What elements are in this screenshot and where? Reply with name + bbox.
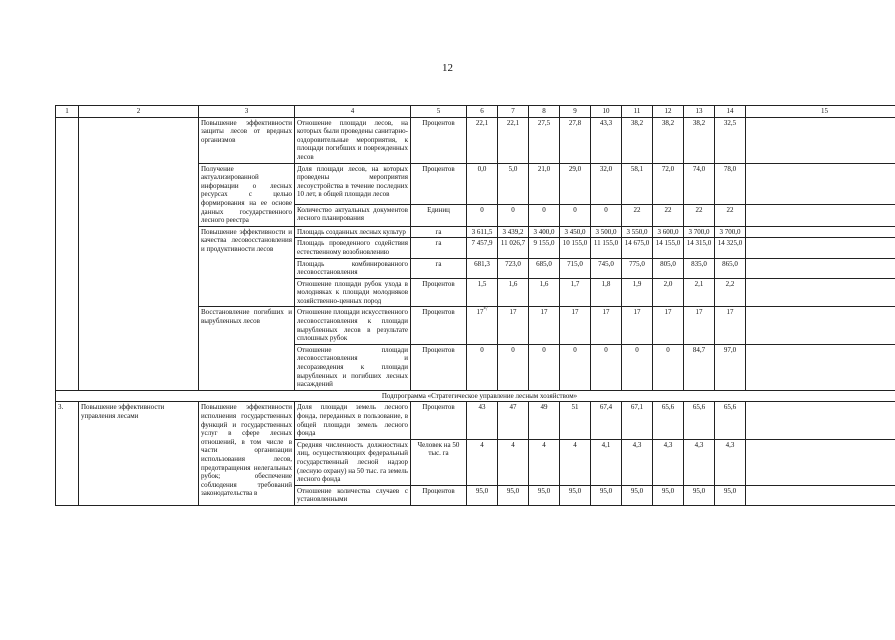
- value-cell: [622, 238, 653, 258]
- unit-cell: Процентов: [411, 485, 467, 505]
- value-text: 10 155,0: [562, 239, 588, 248]
- task-cell: Повышение эффективности управления лесами: [79, 402, 199, 506]
- value-cell: [498, 307, 529, 344]
- footnote-mark: */: [483, 308, 488, 314]
- value-cell: [653, 117, 684, 163]
- value-cell: [684, 307, 715, 344]
- value-cell: [529, 204, 560, 226]
- value-text: 0: [480, 345, 484, 354]
- column-number: 9: [560, 106, 591, 118]
- value-text: 22,1: [506, 118, 520, 127]
- value-text: 32,5: [723, 118, 737, 127]
- unit-cell: га: [411, 258, 467, 278]
- value-cell: [684, 238, 715, 258]
- value-text: 2,2: [725, 279, 735, 288]
- value-cell: [467, 163, 498, 204]
- value-text: 38,2: [692, 118, 706, 127]
- indicator-cell: Доля площади лесов, на которых проведены мероприятия лесоустройства в течение последних 10 лет, в общей площади лесов: [295, 163, 411, 204]
- value-text: 3 450,0: [564, 227, 586, 236]
- value-cell: 67,1: [622, 402, 653, 439]
- value-cell: 43: [467, 402, 498, 439]
- value-text: 723,0: [505, 259, 521, 268]
- column-number: 11: [622, 106, 653, 118]
- value-text: 3 611,5: [471, 227, 493, 236]
- col15-cell: [746, 439, 895, 485]
- value-text: 0: [542, 205, 546, 214]
- value-text: 0: [604, 345, 608, 354]
- value-cell: [653, 278, 684, 307]
- value-cell: [684, 258, 715, 278]
- value-cell: 65,6: [715, 402, 746, 439]
- value-text: 17: [664, 308, 672, 317]
- value-text: 0: [542, 345, 546, 354]
- table-row: [56, 117, 895, 163]
- value-text: 3 400,0: [533, 227, 555, 236]
- value-cell: [529, 278, 560, 307]
- value-cell: [560, 238, 591, 258]
- value-text: 32,0: [599, 164, 613, 173]
- value-cell: [591, 117, 622, 163]
- value-text: 97,0: [723, 345, 737, 354]
- value-cell: [622, 307, 653, 344]
- goal-cell: Повышение эффективности исполнения государственных функций и государственных услуг в сфере лесных отношений, в том числе в части организации использования лесов, предотвращения нелегальных рубок; обеспечение соблюдения требований законодательства в: [199, 402, 295, 506]
- value-cell: 47: [498, 402, 529, 439]
- value-cell: [622, 344, 653, 390]
- col15-cell: [746, 117, 895, 163]
- indicator-cell: Отношение площади искусственного лесовосстановления к площади вырубленных лесов в результате сплошных рубок: [295, 307, 411, 344]
- value-text: 1,6: [508, 279, 518, 288]
- value-cell: [715, 344, 746, 390]
- value-cell: [467, 238, 498, 258]
- col15-cell: [746, 344, 895, 390]
- unit-cell: га: [411, 238, 467, 258]
- value-cell: [467, 307, 498, 344]
- value-cell: [529, 117, 560, 163]
- value-text: 14 325,0: [717, 239, 743, 248]
- value-text: 43,3: [599, 118, 613, 127]
- value-cell: [560, 278, 591, 307]
- value-text: 17: [509, 308, 517, 317]
- value-cell: [560, 344, 591, 390]
- value-text: 1,6: [539, 279, 549, 288]
- value-text: 17: [476, 308, 484, 317]
- value-text: 72,0: [661, 164, 675, 173]
- value-cell: [498, 238, 529, 258]
- value-cell: 49: [529, 402, 560, 439]
- value-text: 38,2: [661, 118, 675, 127]
- value-cell: [529, 163, 560, 204]
- value-cell: [653, 307, 684, 344]
- col1-cell: [56, 117, 79, 390]
- col15-cell: [746, 163, 895, 204]
- value-cell: [560, 307, 591, 344]
- value-cell: 95,0: [591, 485, 622, 505]
- value-cell: [684, 226, 715, 238]
- goal-cell: Повышение эффективности защиты лесов от вредных организмов: [199, 117, 295, 163]
- value-cell: [467, 117, 498, 163]
- value-cell: [684, 204, 715, 226]
- col15-cell: [746, 204, 895, 226]
- value-cell: [498, 226, 529, 238]
- value-cell: 65,6: [684, 402, 715, 439]
- value-cell: [591, 344, 622, 390]
- value-text: 17: [571, 308, 579, 317]
- value-cell: [467, 204, 498, 226]
- value-text: 17: [726, 308, 734, 317]
- column-number: 1: [56, 106, 79, 118]
- value-text: 27,8: [568, 118, 582, 127]
- value-cell: [715, 163, 746, 204]
- value-cell: [591, 226, 622, 238]
- unit-cell: Процентов: [411, 117, 467, 163]
- value-cell: 67,4: [591, 402, 622, 439]
- value-text: 38,2: [630, 118, 644, 127]
- value-text: 0: [573, 345, 577, 354]
- value-text: 22: [726, 205, 734, 214]
- indicator-cell: Количество актуальных документов лесного планирования: [295, 204, 411, 226]
- value-text: 0: [480, 205, 484, 214]
- unit-cell: Процентов: [411, 307, 467, 344]
- value-cell: [498, 258, 529, 278]
- value-cell: [591, 278, 622, 307]
- value-text: 681,3: [474, 259, 490, 268]
- value-cell: [498, 204, 529, 226]
- value-text: 3 600,0: [657, 227, 679, 236]
- value-text: 22: [664, 205, 672, 214]
- column-number: 14: [715, 106, 746, 118]
- value-text: 84,7: [692, 345, 706, 354]
- value-cell: [467, 344, 498, 390]
- value-cell: [653, 344, 684, 390]
- value-cell: [684, 344, 715, 390]
- column-number: 13: [684, 106, 715, 118]
- value-text: 0: [666, 345, 670, 354]
- value-text: 11 155,0: [593, 239, 619, 248]
- value-cell: [560, 163, 591, 204]
- value-cell: [622, 278, 653, 307]
- value-cell: 4: [529, 439, 560, 485]
- column-number-row: [56, 106, 895, 118]
- col15-cell: [746, 278, 895, 307]
- goal-cell: Получение актуализированной информации о лесных ресурсах с целью формирования на ее основе данных государственного лесного реестра: [199, 163, 295, 226]
- value-cell: 4,3: [684, 439, 715, 485]
- unit-cell: Единиц: [411, 204, 467, 226]
- value-text: 3 700,0: [719, 227, 741, 236]
- value-text: 2,0: [663, 279, 673, 288]
- value-cell: [498, 278, 529, 307]
- value-cell: [560, 258, 591, 278]
- column-number: 4: [295, 106, 411, 118]
- value-cell: [560, 226, 591, 238]
- value-text: 22,1: [475, 118, 489, 127]
- value-cell: [715, 238, 746, 258]
- value-cell: [591, 307, 622, 344]
- value-cell: [715, 117, 746, 163]
- col15-cell: [746, 485, 895, 505]
- value-text: 0: [573, 205, 577, 214]
- value-cell: [591, 204, 622, 226]
- table-row: [56, 402, 895, 439]
- value-text: 14 315,0: [686, 239, 712, 248]
- value-text: 17: [602, 308, 610, 317]
- value-cell: [653, 204, 684, 226]
- unit-cell: Процентов: [411, 402, 467, 439]
- unit-cell: Процентов: [411, 163, 467, 204]
- value-cell: 95,0: [622, 485, 653, 505]
- value-cell: [653, 163, 684, 204]
- value-cell: [715, 258, 746, 278]
- section-number: 3.: [56, 402, 79, 506]
- value-text: 775,0: [629, 259, 645, 268]
- value-cell: 4: [467, 439, 498, 485]
- col15-cell: [746, 238, 895, 258]
- value-text: 17: [633, 308, 641, 317]
- value-cell: [529, 344, 560, 390]
- value-cell: [529, 258, 560, 278]
- value-text: 9 155,0: [533, 239, 555, 248]
- value-text: 3 500,0: [595, 227, 617, 236]
- value-text: 715,0: [567, 259, 583, 268]
- value-cell: [467, 258, 498, 278]
- indicator-cell: Отношение площади лесовосстановления и лесоразведения к площади вырубленных и погибших лесных насаждений: [295, 344, 411, 390]
- value-cell: [684, 163, 715, 204]
- column-number: 10: [591, 106, 622, 118]
- value-text: 27,5: [537, 118, 551, 127]
- value-cell: [684, 117, 715, 163]
- value-text: 0: [511, 205, 515, 214]
- unit-cell: Процентов: [411, 344, 467, 390]
- value-text: 865,0: [722, 259, 738, 268]
- value-cell: [591, 258, 622, 278]
- value-text: 3 700,0: [688, 227, 710, 236]
- value-cell: [622, 163, 653, 204]
- value-cell: 95,0: [653, 485, 684, 505]
- value-text: 58,1: [630, 164, 644, 173]
- value-cell: [622, 117, 653, 163]
- value-cell: [715, 204, 746, 226]
- value-cell: [715, 226, 746, 238]
- value-cell: [591, 238, 622, 258]
- column-number: 15: [746, 106, 895, 118]
- value-cell: [529, 238, 560, 258]
- column-number: 3: [199, 106, 295, 118]
- indicator-cell: Площадь комбинированного лесовосстановления: [295, 258, 411, 278]
- col15-cell: [746, 307, 895, 344]
- value-text: 74,0: [692, 164, 706, 173]
- subprogram-row: [56, 390, 895, 402]
- indicators-table: [55, 105, 895, 506]
- indicator-cell: Доля площади земель лесного фонда, переданных в пользование, в общей площади земель лесного фонда: [295, 402, 411, 439]
- value-cell: [498, 117, 529, 163]
- value-cell: 95,0: [684, 485, 715, 505]
- goal-cell: Восстановление погибших и вырубленных лесов: [199, 307, 295, 390]
- value-text: 5,0: [508, 164, 518, 173]
- value-text: 3 439,2: [502, 227, 524, 236]
- value-cell: [653, 238, 684, 258]
- value-cell: [467, 226, 498, 238]
- value-text: 1,9: [632, 279, 642, 288]
- value-cell: [653, 226, 684, 238]
- indicator-cell: Отношение площади рубок ухода в молодняках к площади молодняков хозяйственно-ценных пород: [295, 278, 411, 307]
- indicator-cell: Площадь созданных лесных культур: [295, 226, 411, 238]
- value-cell: [591, 163, 622, 204]
- value-cell: [498, 163, 529, 204]
- value-text: 22: [695, 205, 703, 214]
- column-number: 5: [411, 106, 467, 118]
- value-cell: 65,6: [653, 402, 684, 439]
- value-cell: 4: [560, 439, 591, 485]
- col15-cell: [746, 226, 895, 238]
- value-text: 7 457,9: [471, 239, 493, 248]
- value-text: 0: [604, 205, 608, 214]
- column-number: 8: [529, 106, 560, 118]
- value-text: 11 026,7: [500, 239, 526, 248]
- value-cell: [653, 258, 684, 278]
- value-cell: 4,3: [653, 439, 684, 485]
- unit-cell: га: [411, 226, 467, 238]
- value-text: 22: [633, 205, 641, 214]
- value-text: 0: [635, 345, 639, 354]
- value-cell: 51: [560, 402, 591, 439]
- value-cell: 4: [498, 439, 529, 485]
- indicator-cell: Отношение площади лесов, на которых были проведены санитарно-оздоровительные мероприятия, к площади погибших и поврежденных лесов: [295, 117, 411, 163]
- col15-cell: [746, 258, 895, 278]
- value-cell: 4,3: [715, 439, 746, 485]
- value-text: 0: [511, 345, 515, 354]
- indicator-cell: Средняя численность должностных лиц, осуществляющих федеральный государственный лесной надзор (лесную охрану) на 50 тыс. га земель лесного фонда: [295, 439, 411, 485]
- value-text: 1,5: [477, 279, 487, 288]
- value-text: 1,7: [570, 279, 580, 288]
- value-text: 17: [540, 308, 548, 317]
- unit-cell: Процентов: [411, 278, 467, 307]
- value-cell: [622, 226, 653, 238]
- value-text: 3 550,0: [626, 227, 648, 236]
- col15-cell: [746, 402, 895, 439]
- value-cell: 95,0: [529, 485, 560, 505]
- value-text: 745,0: [598, 259, 614, 268]
- value-text: 29,0: [568, 164, 582, 173]
- value-cell: 95,0: [560, 485, 591, 505]
- value-text: 14 155,0: [655, 239, 681, 248]
- value-cell: [715, 307, 746, 344]
- value-cell: [560, 117, 591, 163]
- value-text: 78,0: [723, 164, 737, 173]
- value-text: 685,0: [536, 259, 552, 268]
- value-cell: 95,0: [715, 485, 746, 505]
- value-cell: [684, 278, 715, 307]
- column-number: 6: [467, 106, 498, 118]
- value-cell: [622, 258, 653, 278]
- value-text: 2,1: [694, 279, 704, 288]
- value-cell: [529, 307, 560, 344]
- value-text: 805,0: [660, 259, 676, 268]
- column-number: 12: [653, 106, 684, 118]
- unit-cell: Человек на 50 тыс. га: [411, 439, 467, 485]
- indicator-cell: Отношение количества случаев с установленными: [295, 485, 411, 505]
- value-text: 835,0: [691, 259, 707, 268]
- value-cell: [622, 204, 653, 226]
- value-cell: [715, 278, 746, 307]
- value-text: 21,0: [537, 164, 551, 173]
- value-cell: [498, 344, 529, 390]
- value-cell: 4,3: [622, 439, 653, 485]
- value-cell: 95,0: [498, 485, 529, 505]
- col2-cell: [79, 117, 199, 390]
- subprogram-title: Подпрограмма «Стратегическое управление лесным хозяйством»: [56, 390, 895, 402]
- indicator-cell: Площадь проведенного содействия естественному возобновлению: [295, 238, 411, 258]
- column-number: 2: [79, 106, 199, 118]
- value-cell: [467, 278, 498, 307]
- value-cell: [529, 226, 560, 238]
- value-text: 1,8: [601, 279, 611, 288]
- value-text: 0,0: [477, 164, 487, 173]
- column-number: 7: [498, 106, 529, 118]
- value-cell: 95,0: [467, 485, 498, 505]
- value-cell: [560, 204, 591, 226]
- value-cell: 4,1: [591, 439, 622, 485]
- page-number: 12: [442, 62, 453, 74]
- value-text: 17: [695, 308, 703, 317]
- value-text: 14 675,0: [624, 239, 650, 248]
- goal-cell: Повышение эффективности и качества лесовосстановления и продуктивности лесов: [199, 226, 295, 307]
